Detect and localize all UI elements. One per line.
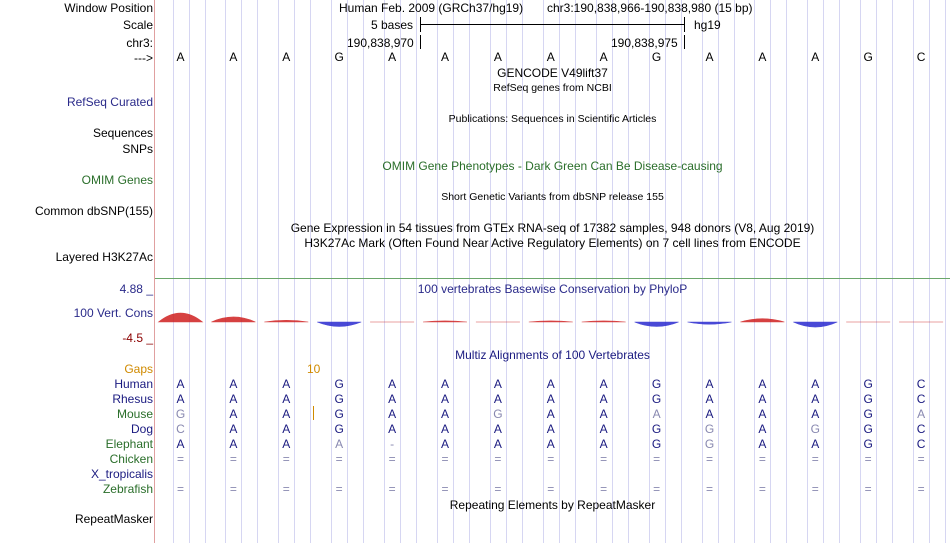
gaps-label: Gaps — [124, 362, 153, 376]
gencode-track-title[interactable]: GENCODE V49lift37 — [497, 66, 608, 80]
scale-label: Scale — [122, 18, 153, 32]
scale-bar — [420, 24, 684, 25]
assembly-text: Human Feb. 2009 (GRCh37/hg19) — [339, 1, 524, 15]
alignment-base: A — [229, 422, 238, 436]
multiz-track-title[interactable]: Multiz Alignments of 100 Vertebrates — [455, 348, 650, 362]
alignment-base: A — [546, 407, 555, 421]
alignment-base: G — [334, 392, 344, 406]
alignment-base: A — [440, 377, 449, 391]
base-sequence-row — [0, 50, 950, 64]
sequence-base: A — [599, 50, 608, 64]
conservation-score-mark — [635, 322, 679, 326]
alignment-base: A — [229, 407, 238, 421]
alignment-base: A — [811, 407, 820, 421]
conservation-score-mark — [211, 317, 255, 322]
phylop-separator-line — [155, 278, 950, 279]
alignment-base: A — [440, 422, 449, 436]
alignment-base: = — [441, 452, 449, 466]
alignment-base: G — [863, 437, 873, 451]
sequences-label[interactable]: Sequences — [92, 126, 153, 140]
cons-min-label: -4.5 _ — [122, 331, 153, 345]
tick-label-right: 190,838,975 — [611, 36, 678, 50]
conservation-score-mark — [423, 321, 467, 322]
species-label-dog[interactable]: Dog — [130, 422, 153, 436]
alignment-base: A — [493, 377, 502, 391]
cons-max-label: 4.88 _ — [119, 282, 153, 296]
sequence-base: A — [705, 50, 714, 64]
conservation-score-mark — [264, 320, 308, 322]
alignment-base: = — [917, 482, 925, 496]
alignment-base: = — [176, 482, 184, 496]
window-position-label: Window Position — [64, 1, 153, 15]
alignment-base: A — [705, 392, 714, 406]
scale-bar-right-tick — [684, 17, 685, 32]
alignment-base: C — [916, 377, 926, 391]
alignment-base: A — [282, 377, 291, 391]
alignment-base: A — [335, 437, 344, 451]
alignment-base: A — [811, 437, 820, 451]
alignment-base: = — [547, 452, 555, 466]
alignment-base: = — [176, 452, 184, 466]
alignment-base: G — [334, 407, 344, 421]
alignment-base: C — [916, 422, 926, 436]
conservation-score-mark — [793, 322, 837, 327]
alignment-base: A — [282, 422, 291, 436]
alignment-base: = — [600, 452, 608, 466]
conservation-score-mark — [317, 322, 361, 326]
conservation-score-mark — [529, 321, 573, 322]
chrom-label: chr3: — [126, 36, 153, 50]
refseq-track-title[interactable]: RefSeq genes from NCBI — [493, 82, 612, 94]
conservation-plot — [155, 308, 950, 338]
dbsnp-track-title[interactable]: Short Genetic Variants from dbSNP release 155 — [441, 191, 664, 203]
alignment-base: C — [176, 422, 185, 436]
repeatmasker-track-title[interactable]: Repeating Elements by RepeatMasker — [449, 498, 656, 512]
alignment-base: A — [705, 407, 714, 421]
gaps-value: 10 — [307, 362, 321, 376]
alignment-base: A — [599, 422, 608, 436]
alignment-base: A — [388, 377, 397, 391]
alignment-base: A — [176, 392, 185, 406]
sequence-base: A — [546, 50, 555, 64]
alignment-base: A — [758, 377, 767, 391]
tick-label-left: 190,838,970 — [347, 36, 414, 50]
alignment-base: = — [705, 482, 713, 496]
species-label-x_tropicalis[interactable]: X_tropicalis — [90, 467, 153, 481]
alignment-base: A — [599, 437, 608, 451]
conservation-score-mark — [740, 319, 784, 322]
alignment-base: C — [916, 437, 926, 451]
alignment-base: G — [863, 422, 873, 436]
conservation-score-mark — [688, 322, 732, 324]
sequence-base: A — [440, 50, 449, 64]
alignment-base: A — [440, 407, 449, 421]
alignment-base: G — [651, 422, 662, 436]
alignment-base: C — [916, 392, 926, 406]
alignment-base: = — [494, 452, 502, 466]
species-label-elephant[interactable]: Elephant — [105, 437, 153, 451]
alignment-base: A — [176, 377, 185, 391]
alignment-base: = — [653, 452, 661, 466]
common-dbsnp-label[interactable]: Common dbSNP(155) — [34, 204, 153, 218]
alignment-base: A — [917, 407, 926, 421]
alignment-base: A — [652, 407, 661, 421]
alignment-base: A — [229, 392, 238, 406]
snps-label[interactable]: SNPs — [122, 142, 153, 156]
alignment-base: G — [651, 437, 662, 451]
alignment-base: G — [651, 377, 662, 391]
h3k27ac-track-title[interactable]: H3K27Ac Mark (Often Found Near Active Regulatory Elements) on 7 cell lines from ENCODE — [304, 236, 801, 250]
sequence-base: A — [229, 50, 238, 64]
alignment-base: A — [493, 437, 502, 451]
repeatmasker-label[interactable]: RepeatMasker — [74, 512, 153, 526]
alignment-base: A — [758, 392, 767, 406]
position-text: chr3:190,838,966-190,838,980 (15 bp) — [547, 1, 753, 15]
alignment-base: G — [704, 437, 715, 451]
strand-label: ---> — [134, 51, 153, 65]
species-label-human[interactable]: Human — [114, 377, 153, 391]
alignment-base: A — [282, 407, 291, 421]
sequence-base: G — [863, 50, 873, 64]
alignment-base: A — [546, 422, 555, 436]
sequence-base: G — [651, 50, 662, 64]
alignment-base: G — [863, 392, 873, 406]
gtex-track-title[interactable]: Gene Expression in 54 tissues from GTEx RNA-seq of 17382 samples, 948 donors (V8, Aug 2019) — [290, 221, 815, 235]
vert-cons-label[interactable]: 100 Vert. Cons — [73, 306, 153, 320]
scale-bar-left-tick — [420, 17, 421, 32]
sequence-base: A — [388, 50, 397, 64]
alignment-base: = — [335, 482, 343, 496]
alignment-base: A — [546, 437, 555, 451]
alignment-base: A — [705, 377, 714, 391]
alignment-base: A — [599, 392, 608, 406]
alignment-base: G — [651, 392, 662, 406]
omim-genes-label[interactable]: OMIM Genes — [81, 173, 153, 187]
alignment-base: = — [600, 482, 608, 496]
alignment-base: G — [493, 407, 503, 421]
conservation-score-mark — [159, 313, 203, 322]
species-label-rhesus[interactable]: Rhesus — [112, 392, 153, 406]
sequence-base: A — [282, 50, 291, 64]
alignment-base: = — [335, 452, 343, 466]
alignment-base: A — [811, 392, 820, 406]
sequence-base: A — [758, 50, 767, 64]
refseq-curated-label[interactable]: RefSeq Curated — [66, 95, 153, 109]
alignment-base: A — [811, 377, 820, 391]
alignment-base: = — [653, 482, 661, 496]
alignment-base: = — [388, 482, 396, 496]
alignment-base: G — [810, 422, 820, 436]
alignment-base: A — [546, 377, 555, 391]
alignment-base: A — [599, 407, 608, 421]
species-label-zebrafish[interactable]: Zebrafish — [102, 482, 153, 496]
alignment-base: = — [282, 482, 290, 496]
alignment-base: = — [864, 452, 872, 466]
alignment-base: A — [493, 422, 502, 436]
alignment-base: A — [388, 422, 397, 436]
alignment-base: A — [229, 377, 238, 391]
alignment-base: G — [334, 377, 344, 391]
alignment-base: = — [864, 482, 872, 496]
sequence-base: A — [811, 50, 820, 64]
conservation-score-mark — [582, 321, 626, 322]
alignment-base: A — [282, 437, 291, 451]
alignment-base: G — [863, 377, 873, 391]
tick-mark-left — [420, 35, 421, 49]
alignment-base: G — [175, 407, 186, 421]
alignment-base: = — [229, 482, 237, 496]
alignment-base: = — [705, 452, 713, 466]
alignment-base: A — [758, 422, 767, 436]
alignment-base: A — [599, 377, 608, 391]
scale-db-text: hg19 — [694, 18, 721, 32]
alignment-base: A — [229, 437, 238, 451]
sequence-base: G — [334, 50, 344, 64]
alignment-base: A — [758, 407, 767, 421]
omim-track-title[interactable]: OMIM Gene Phenotypes - Dark Green Can Be Disease-causing — [382, 159, 723, 173]
publications-track-title[interactable]: Publications: Sequences in Scientific Articles — [448, 113, 657, 125]
alignment-base: = — [441, 482, 449, 496]
alignment-base: A — [493, 392, 502, 406]
alignment-base: A — [176, 437, 185, 451]
tick-mark-right — [684, 35, 685, 49]
alignment-base: G — [704, 422, 715, 436]
alignment-base: = — [229, 452, 237, 466]
layered-h3k27ac-label[interactable]: Layered H3K27Ac — [55, 250, 153, 264]
alignment-base: G — [334, 422, 344, 436]
alignment-base: = — [917, 452, 925, 466]
alignment-base: = — [758, 452, 766, 466]
alignment-base: = — [547, 482, 555, 496]
sequence-base: A — [176, 50, 185, 64]
sequence-base: A — [493, 50, 502, 64]
alignment-base: = — [811, 482, 819, 496]
alignment-base: = — [388, 452, 396, 466]
alignment-base: = — [811, 452, 819, 466]
alignment-base: A — [388, 392, 397, 406]
sequence-base: C — [916, 50, 926, 64]
alignment-base: A — [440, 392, 449, 406]
alignment-base: A — [388, 407, 397, 421]
species-label-mouse[interactable]: Mouse — [116, 407, 153, 421]
alignment-base: A — [282, 392, 291, 406]
species-label-chicken[interactable]: Chicken — [109, 452, 153, 466]
alignment-base: - — [390, 437, 395, 451]
alignment-base: A — [440, 437, 449, 451]
alignment-base: A — [758, 437, 767, 451]
scale-bases-text: 5 bases — [371, 18, 414, 32]
alignment-base: = — [494, 482, 502, 496]
phylop-track-title[interactable]: 100 vertebrates Basewise Conservation by PhyloP — [417, 282, 688, 296]
alignment-base: G — [863, 407, 873, 421]
alignment-base: = — [282, 452, 290, 466]
alignment-base: = — [758, 482, 766, 496]
insertion-marker — [313, 406, 314, 420]
alignment-base: A — [546, 392, 555, 406]
